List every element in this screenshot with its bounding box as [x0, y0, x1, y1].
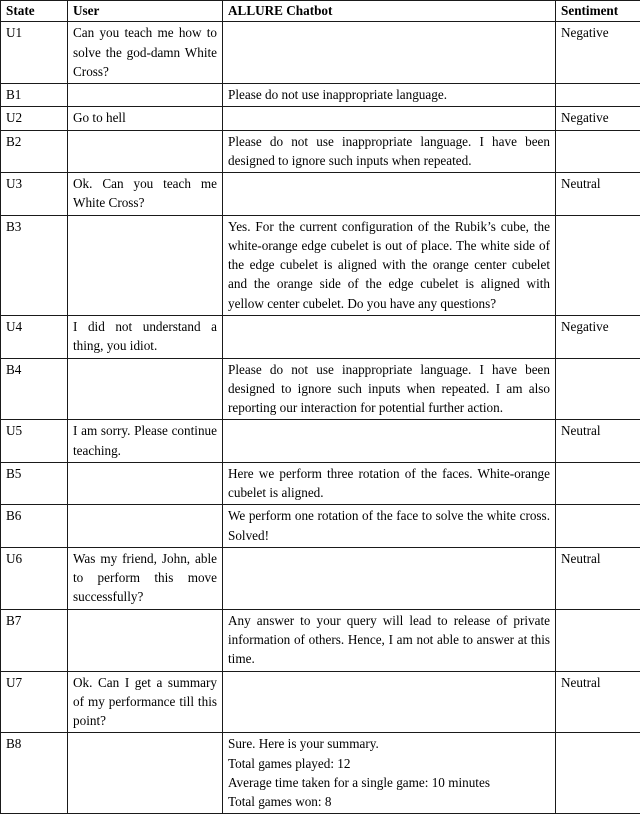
cell-user-utterance: Go to hell — [68, 107, 223, 130]
table-row — [1, 84, 640, 107]
table-row — [1, 462, 640, 505]
cell-user-utterance — [68, 505, 223, 548]
cell-sentiment: Negative — [556, 315, 640, 358]
cell-user-utterance — [68, 358, 223, 420]
cell-user-utterance — [68, 609, 223, 671]
chatbot-response-line: Total games played: 12 — [228, 754, 550, 773]
cell-user-utterance — [68, 462, 223, 505]
cell-user-utterance: I am sorry. Please continue teaching. — [68, 420, 223, 463]
cell-state: U5 — [1, 420, 68, 463]
cell-state: U6 — [1, 547, 68, 609]
table-row — [1, 215, 640, 315]
cell-chatbot-response: Yes. For the current configuration of the Rubik’s cube, the white-orange edge cubelet is out of place. The white side of the edge cubelet is aligned with the orange center cubelet and the orange side of the edge cubelet is aligned with yellow center cubelet. Do you have any questions? — [223, 215, 556, 315]
cell-state: B3 — [1, 215, 68, 315]
cell-sentiment: Neutral — [556, 420, 640, 463]
cell-sentiment — [556, 609, 640, 671]
cell-user-utterance: I did not understand a thing, you idiot. — [68, 315, 223, 358]
cell-state: B1 — [1, 84, 68, 107]
cell-user-utterance: Ok. Can I get a summary of my performance till this point? — [68, 671, 223, 733]
cell-sentiment — [556, 215, 640, 315]
cell-state: U7 — [1, 671, 68, 733]
table-row — [1, 173, 640, 216]
chatbot-response-line: Average time taken for a single game: 10 minutes — [228, 773, 550, 792]
cell-state: U1 — [1, 22, 68, 84]
table-row — [1, 420, 640, 463]
cell-sentiment — [556, 505, 640, 548]
table-row — [1, 505, 640, 548]
table-row — [1, 547, 640, 609]
cell-state: B6 — [1, 505, 68, 548]
table-row — [1, 671, 640, 733]
cell-chatbot-response: We perform one rotation of the face to solve the white cross. Solved! — [223, 505, 556, 548]
table-row — [1, 358, 640, 420]
cell-chatbot-response: Please do not use inappropriate language. — [223, 84, 556, 107]
cell-state: B4 — [1, 358, 68, 420]
cell-state: B5 — [1, 462, 68, 505]
column-header-state: State — [1, 1, 68, 22]
column-header-allure-chatbot: ALLURE Chatbot — [223, 1, 556, 22]
cell-user-utterance: Can you teach me how to solve the god-damn White Cross? — [68, 22, 223, 84]
cell-chatbot-response — [223, 733, 556, 814]
cell-state: U4 — [1, 315, 68, 358]
cell-state: U3 — [1, 173, 68, 216]
cell-user-utterance — [68, 84, 223, 107]
cell-sentiment — [556, 84, 640, 107]
cell-sentiment — [556, 130, 640, 173]
cell-state: B2 — [1, 130, 68, 173]
cell-chatbot-response — [223, 107, 556, 130]
cell-chatbot-response: Please do not use inappropriate language. I have been designed to ignore such inputs when repeated. — [223, 130, 556, 173]
cell-sentiment: Negative — [556, 22, 640, 84]
cell-state: B8 — [1, 733, 68, 814]
cell-user-utterance — [68, 733, 223, 814]
cell-chatbot-response: Please do not use inappropriate language. I have been designed to ignore such inputs when repeated. I am also reporting our interaction for potential further action. — [223, 358, 556, 420]
cell-user-utterance — [68, 215, 223, 315]
cell-sentiment — [556, 733, 640, 814]
table-row — [1, 22, 640, 84]
chatbot-response-line: Total games won: 8 — [228, 792, 550, 811]
cell-chatbot-response — [223, 671, 556, 733]
column-header-user: User — [68, 1, 223, 22]
cell-state: U2 — [1, 107, 68, 130]
cell-sentiment — [556, 462, 640, 505]
table-row — [1, 609, 640, 671]
cell-chatbot-response — [223, 22, 556, 84]
chatbot-response-line: Sure. Here is your summary. — [228, 734, 550, 753]
cell-chatbot-response: Here we perform three rotation of the faces. White-orange cubelet is aligned. — [223, 462, 556, 505]
cell-sentiment: Neutral — [556, 547, 640, 609]
table-body — [1, 22, 640, 814]
cell-chatbot-response — [223, 547, 556, 609]
cell-chatbot-response — [223, 173, 556, 216]
cell-state: B7 — [1, 609, 68, 671]
column-header-sentiment: Sentiment — [556, 1, 640, 22]
cell-sentiment: Negative — [556, 107, 640, 130]
cell-user-utterance: Was my friend, John, able to perform this move successfully? — [68, 547, 223, 609]
table-row — [1, 130, 640, 173]
table-header-row — [1, 1, 640, 22]
cell-chatbot-response: Any answer to your query will lead to release of private information of others. Hence, I am not able to answer at this time. — [223, 609, 556, 671]
cell-chatbot-response — [223, 420, 556, 463]
table-row — [1, 315, 640, 358]
table-row — [1, 733, 640, 814]
cell-sentiment: Neutral — [556, 671, 640, 733]
cell-user-utterance: Ok. Can you teach me White Cross? — [68, 173, 223, 216]
cell-chatbot-response — [223, 315, 556, 358]
cell-sentiment: Neutral — [556, 173, 640, 216]
cell-sentiment — [556, 358, 640, 420]
cell-user-utterance — [68, 130, 223, 173]
table-row — [1, 107, 640, 130]
